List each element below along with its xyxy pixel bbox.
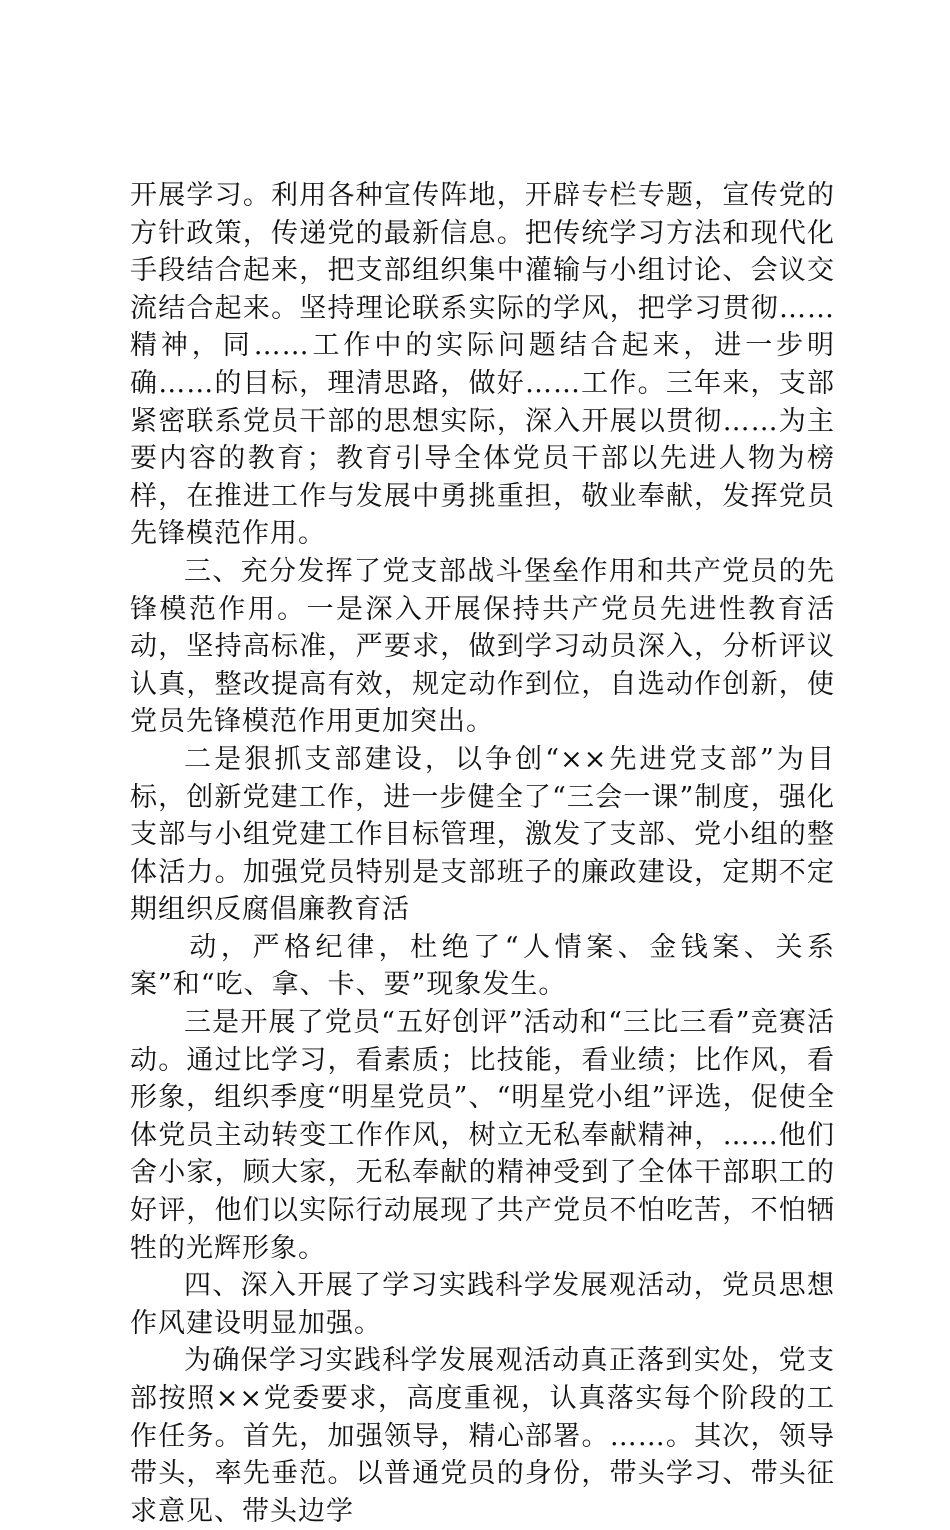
paragraph-study-methods: 开展学习。利用各种宣传阵地，开辟专栏专题，宣传党的方针政策，传递党的最新信息。把传统学习方法和现代化手段结合起来，把支部组织集中灌输与小组讨论、会议交流结合起来。坚持理论联系实际的学风，把学习贯彻……精神，同……工作中的实际问题结合起来，进一步明确……的目标，理清思路，做好……工作。三年来，支部紧密联系党员干部的思想实际，深入开展以贯彻……为主要内容的教育；教育引导全体党员干部以先进人物为榜样，在推进工作与发展中勇挑重担，敬业奉献，发挥党员先锋模范作用。 [130,180,835,550]
paragraph-five-good-activity: 三是开展了党员“五好创评”活动和“三比三看”竞赛活动。通过比学习，看素质；比技能，看业绩；比作风，看形象，组织季度“明星党员”、“明星党小组”评选，促使全体党员主动转变工作作风，树立无私奉献精神，……他们舍小家，顾大家，无私奉献的精神受到了全体干部职工的好评，他们以实际行动展现了共产党员不怕吃苦，不怕牺牲的光辉形象。 [130,1007,835,1264]
paragraph-section-three: 三、充分发挥了党支部战斗堡垒作用和共产党员的先锋模范作用。一是深入开展保持共产党员先进性教育活动，坚持高标准，严要求，做到学习动员深入，分析评议认真，整改提高有效，规定动作到位，自选动作创新，使党员先锋模范作用更加突出。 [130,555,835,738]
document-body [130,177,835,1530]
paragraph-scientific-development: 为确保学习实践科学发展观活动真正落到实处，党支部按照××党委要求，高度重视，认真落实每个阶段的工作任务。首先，加强领导，精心部署。……。其次，领导带头，率先垂范。以普通党员的身份，带头学习、带头征求意见、带头边学 [130,1345,835,1527]
paragraph-section-four: 四、深入开展了学习实践科学发展观活动，党员思想作风建设明显加强。 [130,1270,835,1339]
paragraph-discipline: 动，严格纪律，杜绝了“人情案、金钱案、关系案”和“吃、拿、卡、要”现象发生。 [130,931,835,1001]
paragraph-branch-construction: 二是狠抓支部建设，以争创“××先进党支部”为目标，创新党建工作，进一步健全了“三会一课”制度，强化支部与小组党建工作目标管理，激发了支部、党小组的整体活力。加强党员特别是支部班子的廉政建设，定期不定期组织反腐倡廉教育活 [130,743,835,926]
